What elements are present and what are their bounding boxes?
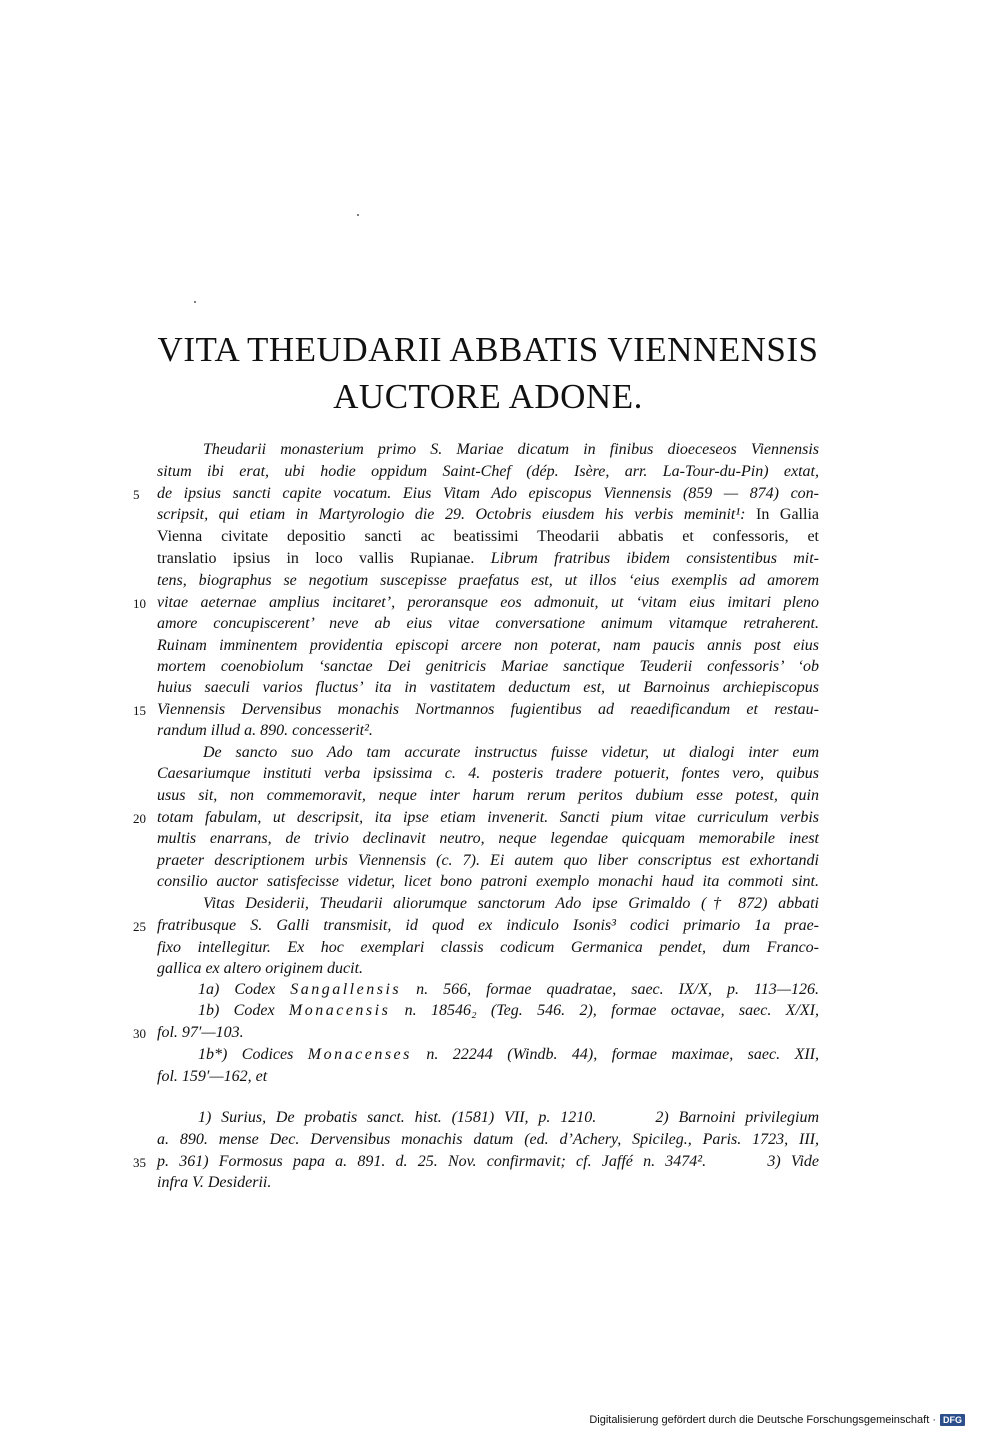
- text-span: n. 22244 (Windb. 44), formae maximae, saec. XII,: [411, 1046, 819, 1063]
- line-number: 5: [133, 487, 140, 502]
- line-number: 15: [133, 703, 146, 718]
- text-line: Ruinam imminentem providentia episcopi arcere non poterat, nam paucis annis post eius: [157, 637, 819, 654]
- text-line: huius saeculi varios fluctus’ ita in vastitatem deductum est, ut Barnoinus archiepiscopus: [157, 679, 819, 696]
- text-line: De sancto suo Ado tam accurate instructus fuisse videtur, ut dialogi inter eum: [203, 744, 819, 761]
- footnote-line: p. 361) Formosus papa a. 891. d. 25. Nov. confirmavit; cf. Jaffé n. 3474². 3) Vide: [157, 1153, 819, 1170]
- text-line: consilio auctor satisfecisse videtur, licet bono patroni exemplo monachi haud ita commoti sint.: [157, 873, 819, 890]
- codex-entry: [198, 1044, 819, 1066]
- credit-text: Digitalisierung gefördert durch die Deutsche Forschungsgemeinschaft ·: [589, 1414, 936, 1426]
- text-span: 1a) Codex: [198, 981, 291, 998]
- text-line: situm ibi erat, ubi hodie oppidum Saint-Chef (dép. Isère, arr. La-Tour-du-Pin) extat,: [157, 463, 819, 480]
- text-line: amore concupiscerent’ neve ab eius vitae conversatione animum vitamque retraherent.: [157, 615, 819, 632]
- text-line: [157, 504, 819, 526]
- text-line: usus sit, non commemoravit, neque inter harum rerum peritos dubium esse potest, quin: [157, 787, 819, 804]
- footnote-line: a. 890. mense Dec. Dervensibus monachis datum (ed. d’Achery, Spicileg., Paris. 1723, III,: [157, 1131, 819, 1148]
- text-span: In Gallia: [745, 506, 819, 523]
- codex-name: Monacenses: [307, 1046, 412, 1063]
- text-line: praeter descriptionem urbis Viennensis (c. 7). Ei autem quo liber conscriptus est exhortandi: [157, 852, 819, 869]
- scan-speck: [194, 301, 196, 303]
- text-line: gallica ex altero originem ducit.: [157, 960, 364, 977]
- text-line: Viennensis Dervensibus monachis Nortmannos fugientibus ad reaedificandum et restau-: [157, 701, 819, 718]
- text-line: totam fabulam, ut descripsit, ita ipse etiam invenerit. Sancti pium vitae curriculum verbis: [157, 809, 819, 826]
- text-line: Caesariumque instituti verba ipsissima c. 4. posteris tradere potuerit, fontes vero, quibus: [157, 765, 819, 782]
- text-line: multis enarrans, de trivio declinavit neutro, neque legendae quicquam memorabile inest: [157, 830, 819, 847]
- line-number: 25: [133, 919, 146, 934]
- text-line: Vitas Desiderii, Theudarii aliorumque sanctorum Ado ipse Grimaldo († 872) abbati: [203, 895, 819, 912]
- text-line: vitae aeternae amplius incitaret’, peroransque eos admonuit, ut ‘vitam eius imitari pleno: [157, 594, 819, 611]
- text-line: fratribusque S. Galli transmisit, id quod ex indiculo Isonis³ codici primario 1a prae-: [157, 917, 819, 934]
- footnote-line: infra V. Desiderii.: [157, 1174, 272, 1191]
- text-span: Librum fratribus ibidem consistentibus mit-: [474, 550, 820, 567]
- line-number: 30: [133, 1026, 146, 1041]
- text-span: 1b*) Codices: [198, 1046, 308, 1063]
- text-span: scripsit, qui etiam in Martyrologio die 29. Octobris eiusdem his verbis meminit¹:: [157, 506, 746, 523]
- text-line: fixo intellegitur. Ex hoc exemplari classis codicum Germanica pendet, dum Franco-: [157, 939, 819, 956]
- codex-name: Sangallensis: [290, 981, 402, 998]
- text-span: n. 566, formae quadratae, saec. IX/X, p. 113—126.: [401, 981, 820, 998]
- line-number: 35: [133, 1155, 146, 1170]
- text-line: mortem coenobiolum ‘sanctae Dei genitricis Mariae sanctique Teuderii confessoris’ ‘ob: [157, 658, 819, 675]
- text-span: translatio ipsius in loco vallis Rupianae.: [157, 550, 475, 567]
- scan-speck: [357, 214, 359, 216]
- codex-entry: [198, 1000, 819, 1022]
- text-line: de ipsius sancti capite vocatum. Eius Vitam Ado episcopus Viennensis (859 — 874) con-: [157, 485, 819, 502]
- text-line: fol. 97′—103.: [157, 1024, 244, 1041]
- page-title-line-2: AUCTORE ADONE.: [333, 377, 643, 416]
- text-span: 1b) Codex: [198, 1002, 289, 1019]
- line-number: 10: [133, 596, 146, 611]
- dfg-logo: DFG: [940, 1414, 965, 1426]
- text-line: tens, biographus se negotium suscepisse praefatus est, ut illos ‘eius exemplis ad amorem: [157, 572, 819, 589]
- text-line: Vienna civitate depositio sancti ac beatissimi Theodarii abbatis et confessoris, et: [157, 528, 819, 545]
- codex-name: Monacensis: [288, 1002, 391, 1019]
- text-line: randum illud a. 890. concesserit².: [157, 722, 373, 739]
- codex-entry: [198, 979, 819, 1001]
- text-line: Theudarii monasterium primo S. Mariae dicatum in finibus dioeceseos Viennensis: [203, 441, 819, 458]
- text-line: fol. 159′—162, et: [157, 1068, 268, 1085]
- page-title-line-1: VITA THEUDARII ABBATIS VIENNENSIS: [157, 330, 819, 369]
- footnote-line: 1) Surius, De probatis sanct. hist. (1581) VII, p. 1210. 2) Barnoini privilegium: [198, 1109, 819, 1126]
- digitization-credit: [589, 1414, 965, 1426]
- line-number: 20: [133, 811, 146, 826]
- text-line: [157, 548, 819, 570]
- text-span: n. 18546₂ (Teg. 546. 2), formae octavae, saec. X/XI,: [390, 1002, 819, 1019]
